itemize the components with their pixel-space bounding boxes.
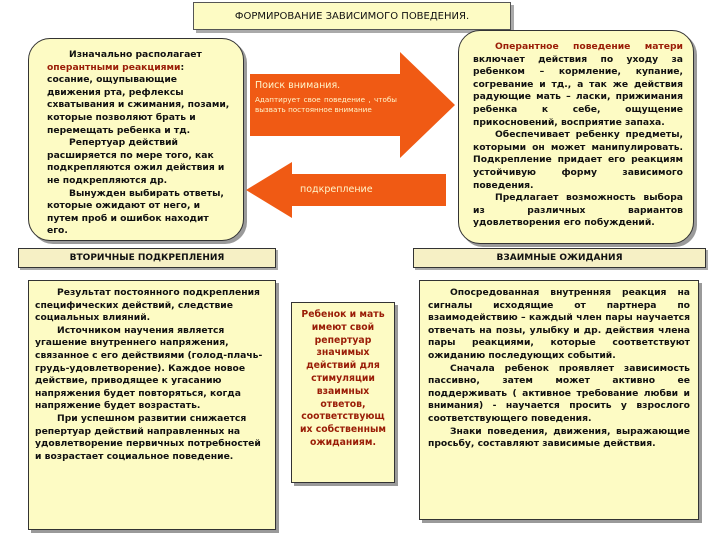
- secondary-paragraph-2: Источником научения является угашение внутреннего напряжения, связанное с его действиями (голод-плачь-грудь-удовлетворение). Каждое новое действие, приводящее к угасанию напряжения будет повторяться, когда напряжение будет возрастать.: [35, 324, 263, 412]
- infant-operant-box: [28, 38, 244, 241]
- mutual-repertoire-box: [291, 302, 395, 483]
- infant-paragraph-3: Вынужден выбирать ответы, которые ожидают от него, и путем проб и ошибок находит его.: [47, 187, 224, 237]
- mutual-expectations-box: [419, 280, 699, 520]
- secondary-reinforcement-box: [28, 280, 276, 530]
- mother-paragraph-2: Обеспечивает ребенку предметы, которыми он может манипулировать. Подкрепление придает его реакциям устойчивую форму зависимого поведения.: [473, 129, 683, 191]
- mother-paragraph-1: Оперантное поведение матери включает действия по уходу за ребенком – кормление, купание, согревание и тд., а так же действия радующие мать – ласки, прижимания ребенка к себе, ощущение прикосновений, восприятие запаха.: [473, 41, 683, 128]
- infant-paragraph-1: Изначально располагает оперантными реакциями: сосание, ощупывающие движения рта, рефлексы схватывания и сжимания, позами, которые позволяют брать и перемещать ребенка и тд.: [47, 49, 230, 136]
- diagram-title: ФОРМИРОВАНИЕ ЗАВИСИМОГО ПОВЕДЕНИЯ.: [193, 2, 511, 30]
- mutual-repertoire-text: Ребенок и мать имеют свой репертуар значимых действий для стимуляции взаимных ответов, соответствующ их собственным ожиданиям.: [299, 309, 387, 448]
- mother-operant-box: [458, 30, 694, 244]
- secondary-paragraph-3: При успешном развитии снижается репертуар действий направленных на удовлетворение первичных потребностей и возрастает социальное поведение.: [35, 412, 261, 462]
- mother-paragraph-3: Предлагает возможность выбора из различных вариантов удовлетворения его побуждений.: [473, 192, 683, 229]
- attention-seeking-text: Адаптирует свое поведение , чтобы вызвать постоянное внимание: [255, 95, 397, 114]
- expectations-paragraph-2: Сначала ребенок проявляет зависимость пассивно, затем может активно ее поддерживать ( активное требование любви и внимания) - научается просить у взрослого соответствующего поведения.: [428, 362, 690, 424]
- secondary-reinforcement-header: ВТОРИЧНЫЕ ПОДКРЕПЛЕНИЯ: [18, 248, 276, 268]
- expectations-paragraph-1: Опосредованная внутренняя реакция на сигналы исходящие от партнера по взаимодействию – каждый член пары научается отвечать на позы, улыбку и др. действия члена пары реакциями, которые соответствуют ожиданию последующих событий.: [428, 287, 690, 361]
- expectations-paragraph-3: Знаки поведения, движения, выражающие просьбу, составляют зависимые действия.: [428, 425, 690, 450]
- secondary-paragraph-1: Результат постоянного подкрепления специфических действий, следствие социальных влияний.: [35, 287, 260, 324]
- operant-reactions-highlight: оперантными реакциями: [47, 61, 181, 73]
- mutual-expectations-header: ВЗАИМНЫЕ ОЖИДАНИЯ: [413, 248, 706, 268]
- attention-seeking-title: Поиск внимания.: [255, 80, 341, 91]
- reinforcement-label: подкрепление: [300, 184, 373, 195]
- infant-paragraph-2: Репертуар действий расширяется по мере того, как подкрепляются ожил действия и не подкрепляются др.: [47, 137, 225, 186]
- mother-operant-highlight: Оперантное поведение матери: [495, 41, 683, 52]
